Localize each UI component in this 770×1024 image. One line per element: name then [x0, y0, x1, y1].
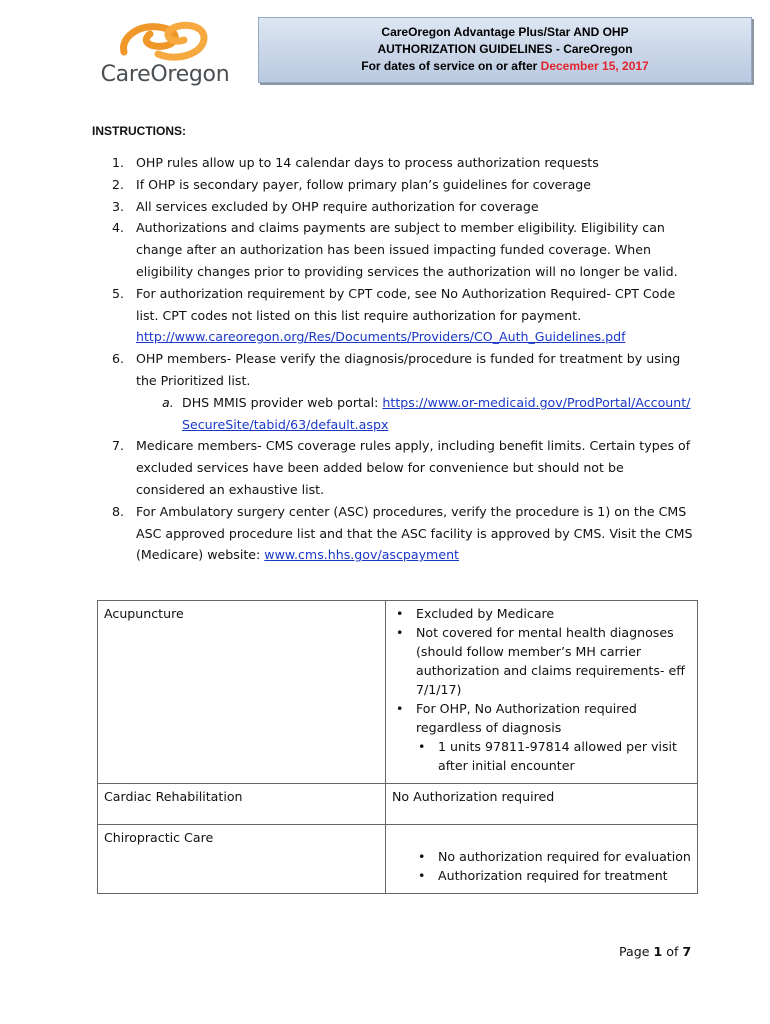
item-number: 4. — [112, 220, 125, 236]
item-text: For authorization requirement by CPT code, see No Authorization Required- CPT Code list. CPT codes not listed on this list require authorization for payment. — [136, 285, 676, 323]
service-cell: Cardiac Rehabilitation — [98, 784, 386, 825]
document-title-box — [258, 17, 752, 83]
item-number: 8. — [112, 503, 125, 519]
auth-guidelines-link[interactable]: http://www.careoregon.org/Res/Documents/Providers/CO_Auth_Guidelines.pdf — [136, 329, 626, 345]
item-number: 3. — [112, 198, 125, 214]
sub-list-item — [136, 392, 696, 436]
bullet-item: • Excluded by Medicare — [416, 604, 691, 623]
title-line-2: AUTHORIZATION GUIDELINES - CareOregon — [377, 42, 633, 56]
table-row — [98, 784, 698, 825]
instructions-heading: INSTRUCTIONS: — [92, 124, 186, 138]
bullet-list — [392, 604, 691, 775]
title-line-1: CareOregon Advantage Plus/Star AND OHP — [381, 25, 629, 39]
authorization-table — [97, 600, 698, 894]
title-line-3 — [259, 58, 751, 75]
date-prefix: For dates of service on or after — [361, 59, 541, 73]
sub-bullet-list — [416, 737, 691, 775]
item-number: 5. — [112, 285, 125, 301]
page-of: of — [662, 944, 683, 959]
item-number: 1. — [112, 155, 125, 170]
mmis-portal-link[interactable]: https://www.or-medicaid.gov/ProdPortal/Account/SecureSite/tabid/63/default.aspx — [182, 394, 691, 432]
page-number — [619, 944, 691, 959]
bullet-item: • Not covered for mental health diagnoses (should follow member’s MH carrier authorization and claims requirements- eff 7/1/17) — [416, 623, 691, 699]
bullet-item: • No authorization required for evaluation — [438, 847, 691, 866]
total-pages: 7 — [682, 944, 692, 959]
bullet-list — [392, 847, 691, 885]
page-prefix: Page — [619, 944, 654, 959]
instructions-list — [112, 152, 696, 566]
item-number: 2. — [112, 176, 125, 192]
list-item — [112, 152, 696, 174]
list-item — [112, 283, 696, 348]
effective-date: December 15, 2017 — [540, 59, 649, 73]
table-row — [98, 601, 698, 784]
bullet-text: For OHP, No Authorization required regardless of diagnosis — [416, 701, 637, 735]
item-text: For Ambulatory surgery center (ASC) procedures, verify the procedure is 1) on the CMS ASC approved procedure list and that the ASC facility is approved by CMS. Visit the CMS (Medicare) website: — [136, 503, 693, 563]
table-row — [98, 825, 698, 894]
item-number: 7. — [112, 438, 125, 454]
item-number: 6. — [112, 351, 125, 367]
rule-cell — [386, 601, 698, 784]
list-item — [112, 348, 696, 435]
logo-text: CareOregon — [100, 62, 230, 87]
service-cell: Chiropractic Care — [98, 825, 386, 894]
cms-asc-link[interactable]: www.cms.hhs.gov/ascpayment — [264, 547, 459, 563]
sub-item-text: DHS MMIS provider web portal: — [182, 394, 383, 410]
item-text: OHP members- Please verify the diagnosis/procedure is funded for treatment by using the Prioritized list. — [136, 351, 681, 388]
rule-cell: No Authorization required — [386, 784, 698, 825]
item-text: Medicare members- CMS coverage rules apply, including benefit limits. Certain types of excluded services have been added below for convenience but should not be considered an exhaustive list. — [136, 438, 691, 497]
service-cell: Acupuncture — [98, 601, 386, 784]
current-page: 1 — [653, 944, 663, 959]
list-item — [112, 217, 696, 282]
list-item — [112, 435, 696, 500]
rule-cell — [386, 825, 698, 894]
item-text: If OHP is secondary payer, follow primary plan’s guidelines for coverage — [136, 176, 592, 192]
bullet-item: • Authorization required for treatment — [438, 866, 691, 885]
sub-item-letter: a. — [162, 394, 174, 410]
item-text: OHP rules allow up to 14 calendar days to process authorization requests — [136, 155, 599, 170]
list-item — [112, 501, 696, 566]
bullet-item — [416, 699, 691, 775]
careoregon-swirl-icon — [118, 18, 210, 64]
careoregon-logo — [94, 18, 236, 90]
list-item — [112, 196, 696, 218]
sub-bullet-item: • 1 units 97811-97814 allowed per visit after initial encounter — [438, 737, 691, 775]
list-item — [112, 174, 696, 196]
item-text: All services excluded by OHP require authorization for coverage — [136, 198, 539, 214]
item-text: Authorizations and claims payments are subject to member eligibility. Eligibility can change after an authorization has been issued impacting funded coverage. When eligibility changes prior to providing services the authorization will no longer be valid. — [136, 220, 678, 279]
